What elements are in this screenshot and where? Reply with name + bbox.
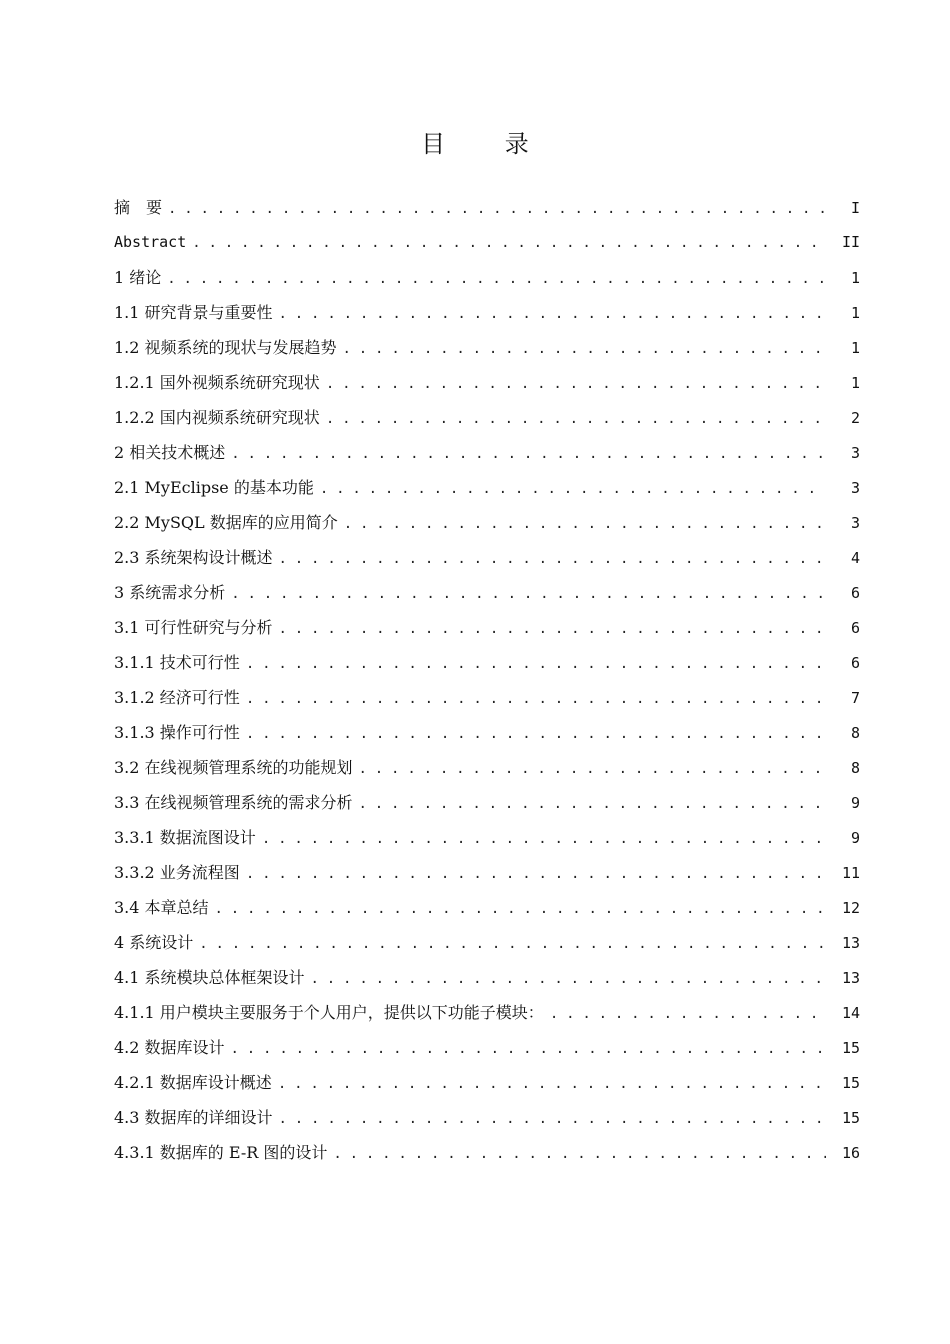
toc-dot-leader <box>246 857 826 892</box>
toc-entry-page: 15 <box>841 1074 860 1092</box>
toc-entry-label: 3.1.1 技术可行性 <box>114 653 240 672</box>
toc-entry[interactable] <box>114 295 860 330</box>
toc-entry[interactable] <box>114 1030 860 1065</box>
toc-entry[interactable] <box>114 1135 860 1170</box>
toc-entry-label: 3.3.2 业务流程图 <box>114 863 240 882</box>
toc-entry-label: 4.3 数据库的详细设计 <box>114 1108 273 1127</box>
toc-dot-leader <box>246 682 826 717</box>
toc-entry-label: 1.1 研究背景与重要性 <box>114 303 273 322</box>
toc-entry[interactable] <box>114 890 860 925</box>
toc-entry-label: 4 系统设计 <box>114 933 194 952</box>
toc-dot-leader <box>326 402 826 437</box>
toc-entry-page: 4 <box>850 549 860 567</box>
toc-entry[interactable] <box>114 1100 860 1135</box>
toc-entry[interactable] <box>114 400 860 435</box>
toc-entry-page: 1 <box>850 269 860 287</box>
toc-entry-label: 摘 要 <box>114 198 163 217</box>
toc-entry-label: 4.1.1 用户模块主要服务于个人用户，提供以下功能子模块： <box>114 1003 544 1022</box>
toc-entry-label: 3.4 本章总结 <box>114 898 209 917</box>
toc-dot-leader <box>279 1102 826 1137</box>
toc-entry[interactable] <box>114 470 860 505</box>
toc-entry-page: 12 <box>841 899 860 917</box>
toc-entry-page: 9 <box>850 829 860 847</box>
toc-entry[interactable] <box>114 750 860 785</box>
toc-entry-label: 1 绪论 <box>114 268 162 287</box>
toc-entry-label: 4.3.1 数据库的 E-R 图的设计 <box>114 1143 328 1162</box>
toc-entry-label: 1.2 视频系统的现状与发展趋势 <box>114 338 337 357</box>
toc-dot-leader <box>168 192 826 227</box>
toc-dot-leader <box>279 297 826 332</box>
toc-entry-page: 13 <box>841 934 860 952</box>
toc-entry[interactable] <box>114 680 860 715</box>
toc-dot-leader <box>167 262 826 297</box>
toc-entry-label: 1.2.1 国外视频系统研究现状 <box>114 373 320 392</box>
toc-dot-leader <box>231 1032 826 1067</box>
toc-entry-page: 6 <box>850 584 860 602</box>
toc-entry-page: 3 <box>850 514 860 532</box>
toc-entry-label: 4.2.1 数据库设计概述 <box>114 1073 272 1092</box>
toc-dot-leader <box>344 507 826 542</box>
toc-entry-page: 2 <box>850 409 860 427</box>
toc-entry-page: 8 <box>850 759 860 777</box>
toc-dot-leader <box>359 787 826 822</box>
toc-entry-label: 3.1.3 操作可行性 <box>114 723 240 742</box>
toc-entry-page: 15 <box>841 1109 860 1127</box>
toc-entry-page: 1 <box>850 339 860 357</box>
toc-dot-leader <box>279 542 826 577</box>
toc-entry-label: 3 系统需求分析 <box>114 583 226 602</box>
toc-entry[interactable] <box>114 785 860 820</box>
toc-entry-label: Abstract <box>114 233 187 251</box>
toc-entry[interactable] <box>114 540 860 575</box>
toc-entry-label: 2 相关技术概述 <box>114 443 226 462</box>
toc-dot-leader <box>311 962 826 997</box>
toc-dot-leader <box>279 612 826 647</box>
toc-entry[interactable] <box>114 925 860 960</box>
toc-entry-label: 3.1.2 经济可行性 <box>114 688 240 707</box>
toc-entry-page: 6 <box>850 654 860 672</box>
toc-dot-leader <box>231 577 826 612</box>
toc-dot-leader <box>320 472 826 507</box>
toc-entry[interactable] <box>114 575 860 610</box>
toc-entry-page: 9 <box>850 794 860 812</box>
toc-entry[interactable] <box>114 960 860 995</box>
toc-entry-label: 4.2 数据库设计 <box>114 1038 225 1057</box>
toc-entry-label: 2.3 系统架构设计概述 <box>114 548 273 567</box>
toc-entry-page: 1 <box>850 304 860 322</box>
toc-entry-page: 13 <box>841 969 860 987</box>
toc-entry-label: 4.1 系统模块总体框架设计 <box>114 968 305 987</box>
toc-dot-leader <box>278 1067 826 1102</box>
toc-entry[interactable] <box>114 645 860 680</box>
toc-entry[interactable] <box>114 260 860 295</box>
toc-dot-leader <box>192 226 826 261</box>
toc-entry[interactable] <box>114 435 860 470</box>
toc-entry-page: I <box>850 199 860 217</box>
toc-entry-label: 3.2 在线视频管理系统的功能规划 <box>114 758 353 777</box>
toc-entry[interactable] <box>114 1065 860 1100</box>
toc-entry-page: 3 <box>850 444 860 462</box>
toc-entry-page: 3 <box>850 479 860 497</box>
toc-dot-leader <box>333 1137 826 1172</box>
toc-entry-label: 3.3.1 数据流图设计 <box>114 828 256 847</box>
toc-dot-leader <box>359 752 826 787</box>
toc-entry-label: 2.2 MySQL 数据库的应用简介 <box>114 513 338 532</box>
toc-dot-leader <box>326 367 826 402</box>
toc-entry[interactable] <box>114 505 860 540</box>
toc-entry[interactable] <box>114 330 860 365</box>
toc-dot-leader <box>215 892 826 927</box>
toc-entry[interactable] <box>114 820 860 855</box>
toc-entry[interactable] <box>114 365 860 400</box>
toc-entry-label: 3.3 在线视频管理系统的需求分析 <box>114 793 353 812</box>
toc-dot-leader <box>231 437 826 472</box>
toc-dot-leader <box>246 647 826 682</box>
toc-dot-leader <box>199 927 826 962</box>
toc-dot-leader <box>343 332 826 367</box>
toc-entry-page: 11 <box>841 864 860 882</box>
toc-entry[interactable] <box>114 855 860 890</box>
toc-entry[interactable] <box>114 995 860 1030</box>
toc-title: 目 录 <box>421 130 555 158</box>
toc-list <box>114 190 860 1170</box>
toc-entry-page: 6 <box>850 619 860 637</box>
toc-entry-page: 8 <box>850 724 860 742</box>
toc-dot-leader <box>550 997 826 1032</box>
toc-entry[interactable] <box>114 610 860 645</box>
toc-entry-label: 1.2.2 国内视频系统研究现状 <box>114 408 320 427</box>
toc-entry[interactable] <box>114 225 860 260</box>
toc-dot-leader <box>246 717 826 752</box>
toc-entry-page: II <box>841 233 860 251</box>
toc-entry-page: 14 <box>841 1004 860 1022</box>
toc-entry[interactable] <box>114 190 860 225</box>
toc-entry-page: 16 <box>841 1144 860 1162</box>
toc-entry-page: 7 <box>850 689 860 707</box>
toc-dot-leader <box>262 822 826 857</box>
toc-entry[interactable] <box>114 715 860 750</box>
toc-entry-label: 2.1 MyEclipse 的基本功能 <box>114 478 314 497</box>
toc-entry-page: 15 <box>841 1039 860 1057</box>
toc-entry-page: 1 <box>850 374 860 392</box>
toc-entry-label: 3.1 可行性研究与分析 <box>114 618 273 637</box>
